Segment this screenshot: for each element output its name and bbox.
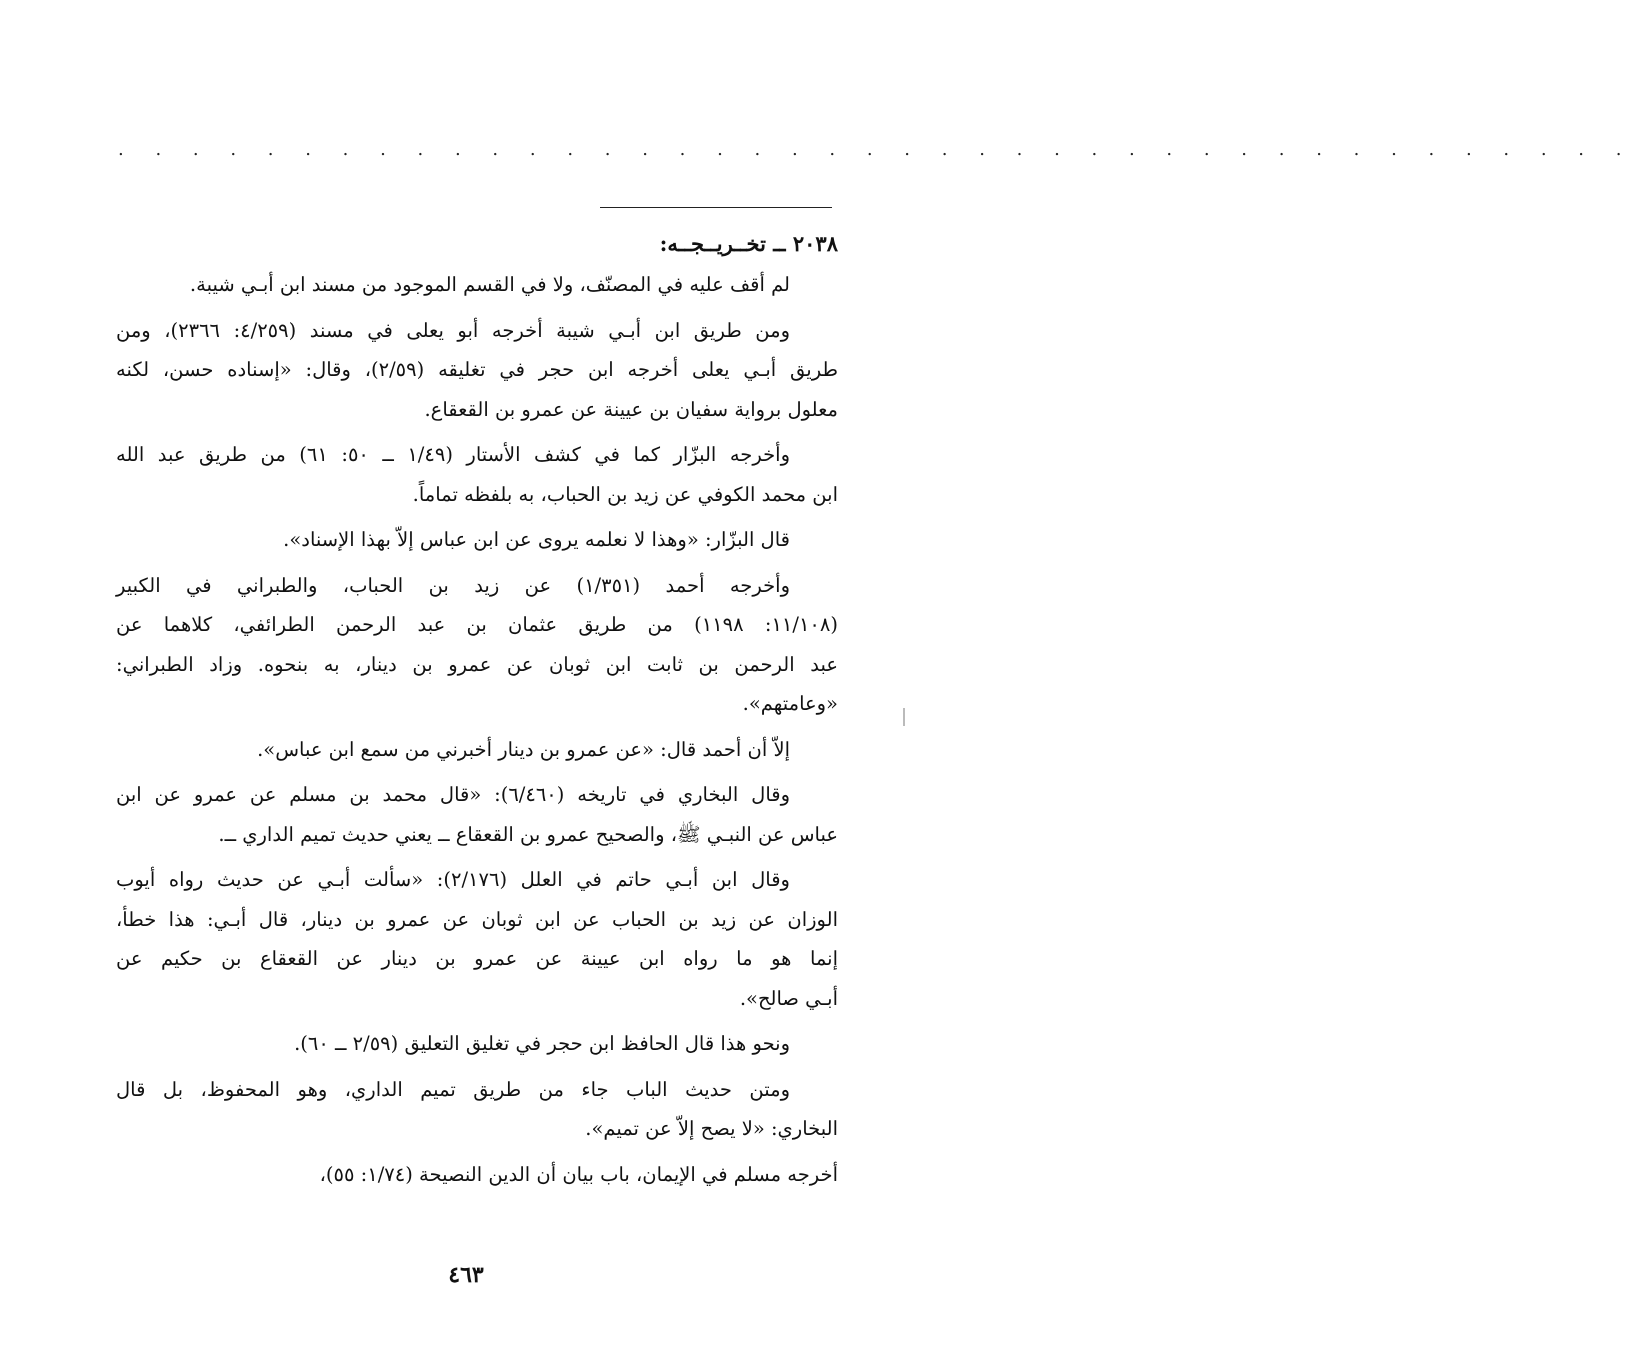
text-line: وأخرجه البزّار كما في كشف الأستار (١/٤٩ ــ ٥٠: ٦١) من طريق عبد الله [116,443,790,466]
text-line: «وعامتهم». [742,692,838,715]
text-line: ومتن حديث الباب جاء من طريق تميم الداري، وهو المحفوظ، بل قال [116,1077,790,1101]
paragraph [116,1070,838,1149]
paragraph [116,435,838,514]
text-line: وقال البخاري في تاريخه (٦/٤٦٠): «قال محمد بن مسلم عن عمرو عن ابن [116,783,790,806]
margin-mark [903,708,905,726]
footnote-rule [600,207,832,208]
section-heading: ٢٠٣٨ ــ تخــريــجــه: [659,231,838,256]
paragraph [116,566,838,724]
text-line: وأخرجه أحمد (١/٣٥١) عن زيد بن الحباب، والطبراني في الكبير [116,573,790,597]
text-line: البخاري: «لا يصح إلاّ عن تميم». [585,1117,838,1140]
paragraph [116,520,838,560]
paragraph [116,265,838,305]
text-line: الوزان عن زيد بن الحباب عن ابن ثوبان عن عمرو بن دينار، قال أبـي: هذا خطأ، [116,907,838,931]
text-line: عبد الرحمن بن ثابت ابن ثوبان عن عمرو بن دينار، به بنحوه. وزاد الطبراني: [116,652,838,676]
text-line: إنما هو ما رواه ابن عيينة عن عمرو بن دينار عن القعقاع بن حكيم عن [116,947,838,970]
paragraph [116,311,838,430]
text-line: ومن طريق ابن أبـي شيبة أخرجه أبو يعلى في مسند (٤/٢٥٩: ٢٣٦٦)، ومن [116,318,790,342]
text-line: طريق أبـي يعلى أخرجه ابن حجر في تغليقه (٢/٥٩)، وقال: «إسناده حسن، لكنه [116,358,838,381]
paragraph-list [116,265,838,1194]
paragraph [116,730,838,770]
text-line: ابن محمد الكوفي عن زيد بن الحباب، به بلفظه تماماً. [412,482,838,506]
text-line: لم أقف عليه في المصنّف، ولا في القسم الموجود من مسند ابن أبـي شيبة. [189,273,790,296]
paragraph [116,1024,838,1064]
paragraph [116,775,838,854]
text-line: أخرجه مسلم في الإيمان، باب بيان أن الدين النصيحة (١/٧٤: ٥٥)، [319,1162,838,1186]
paragraph [116,1155,838,1195]
page-number: ٤٦٣ [448,1262,484,1288]
text-line: قال البزّار: «وهذا لا نعلمه يروى عن ابن عباس إلاّ بهذا الإسناد». [283,528,790,551]
text-line: معلول برواية سفيان بن عيينة عن عمرو بن القعقاع. [424,397,838,421]
text-line: إلاّ أن أحمد قال: «عن عمرو بن دينار أخبرني من سمع ابن عباس». [257,737,790,761]
paragraph [116,860,838,1018]
dotted-separator: . . . . . . . . . . . . . . . . . . . . . . . . . . . . . . . . . . . . . . . . . [118,139,1634,160]
text-line: وقال ابن أبـي حاتم في العلل (٢/١٧٦): «سألت أبـي عن حديث رواه أيوب [116,868,790,891]
footnote-body [116,222,838,1200]
text-line: ونحو هذا قال الحافظ ابن حجر في تغليق التعليق (٢/٥٩ ــ ٦٠). [294,1032,790,1055]
text-line: (١١/١٠٨: ١١٩٨) من طريق عثمان بن عبد الرحمن الطرائفي، كلاهما عن [116,613,838,636]
text-line: أبـي صالح». [739,986,838,1010]
text-line: عباس عن النبـي ﷺ، والصحيح عمرو بن القعقاع ــ يعني حديث تميم الداري ــ. [218,822,838,846]
